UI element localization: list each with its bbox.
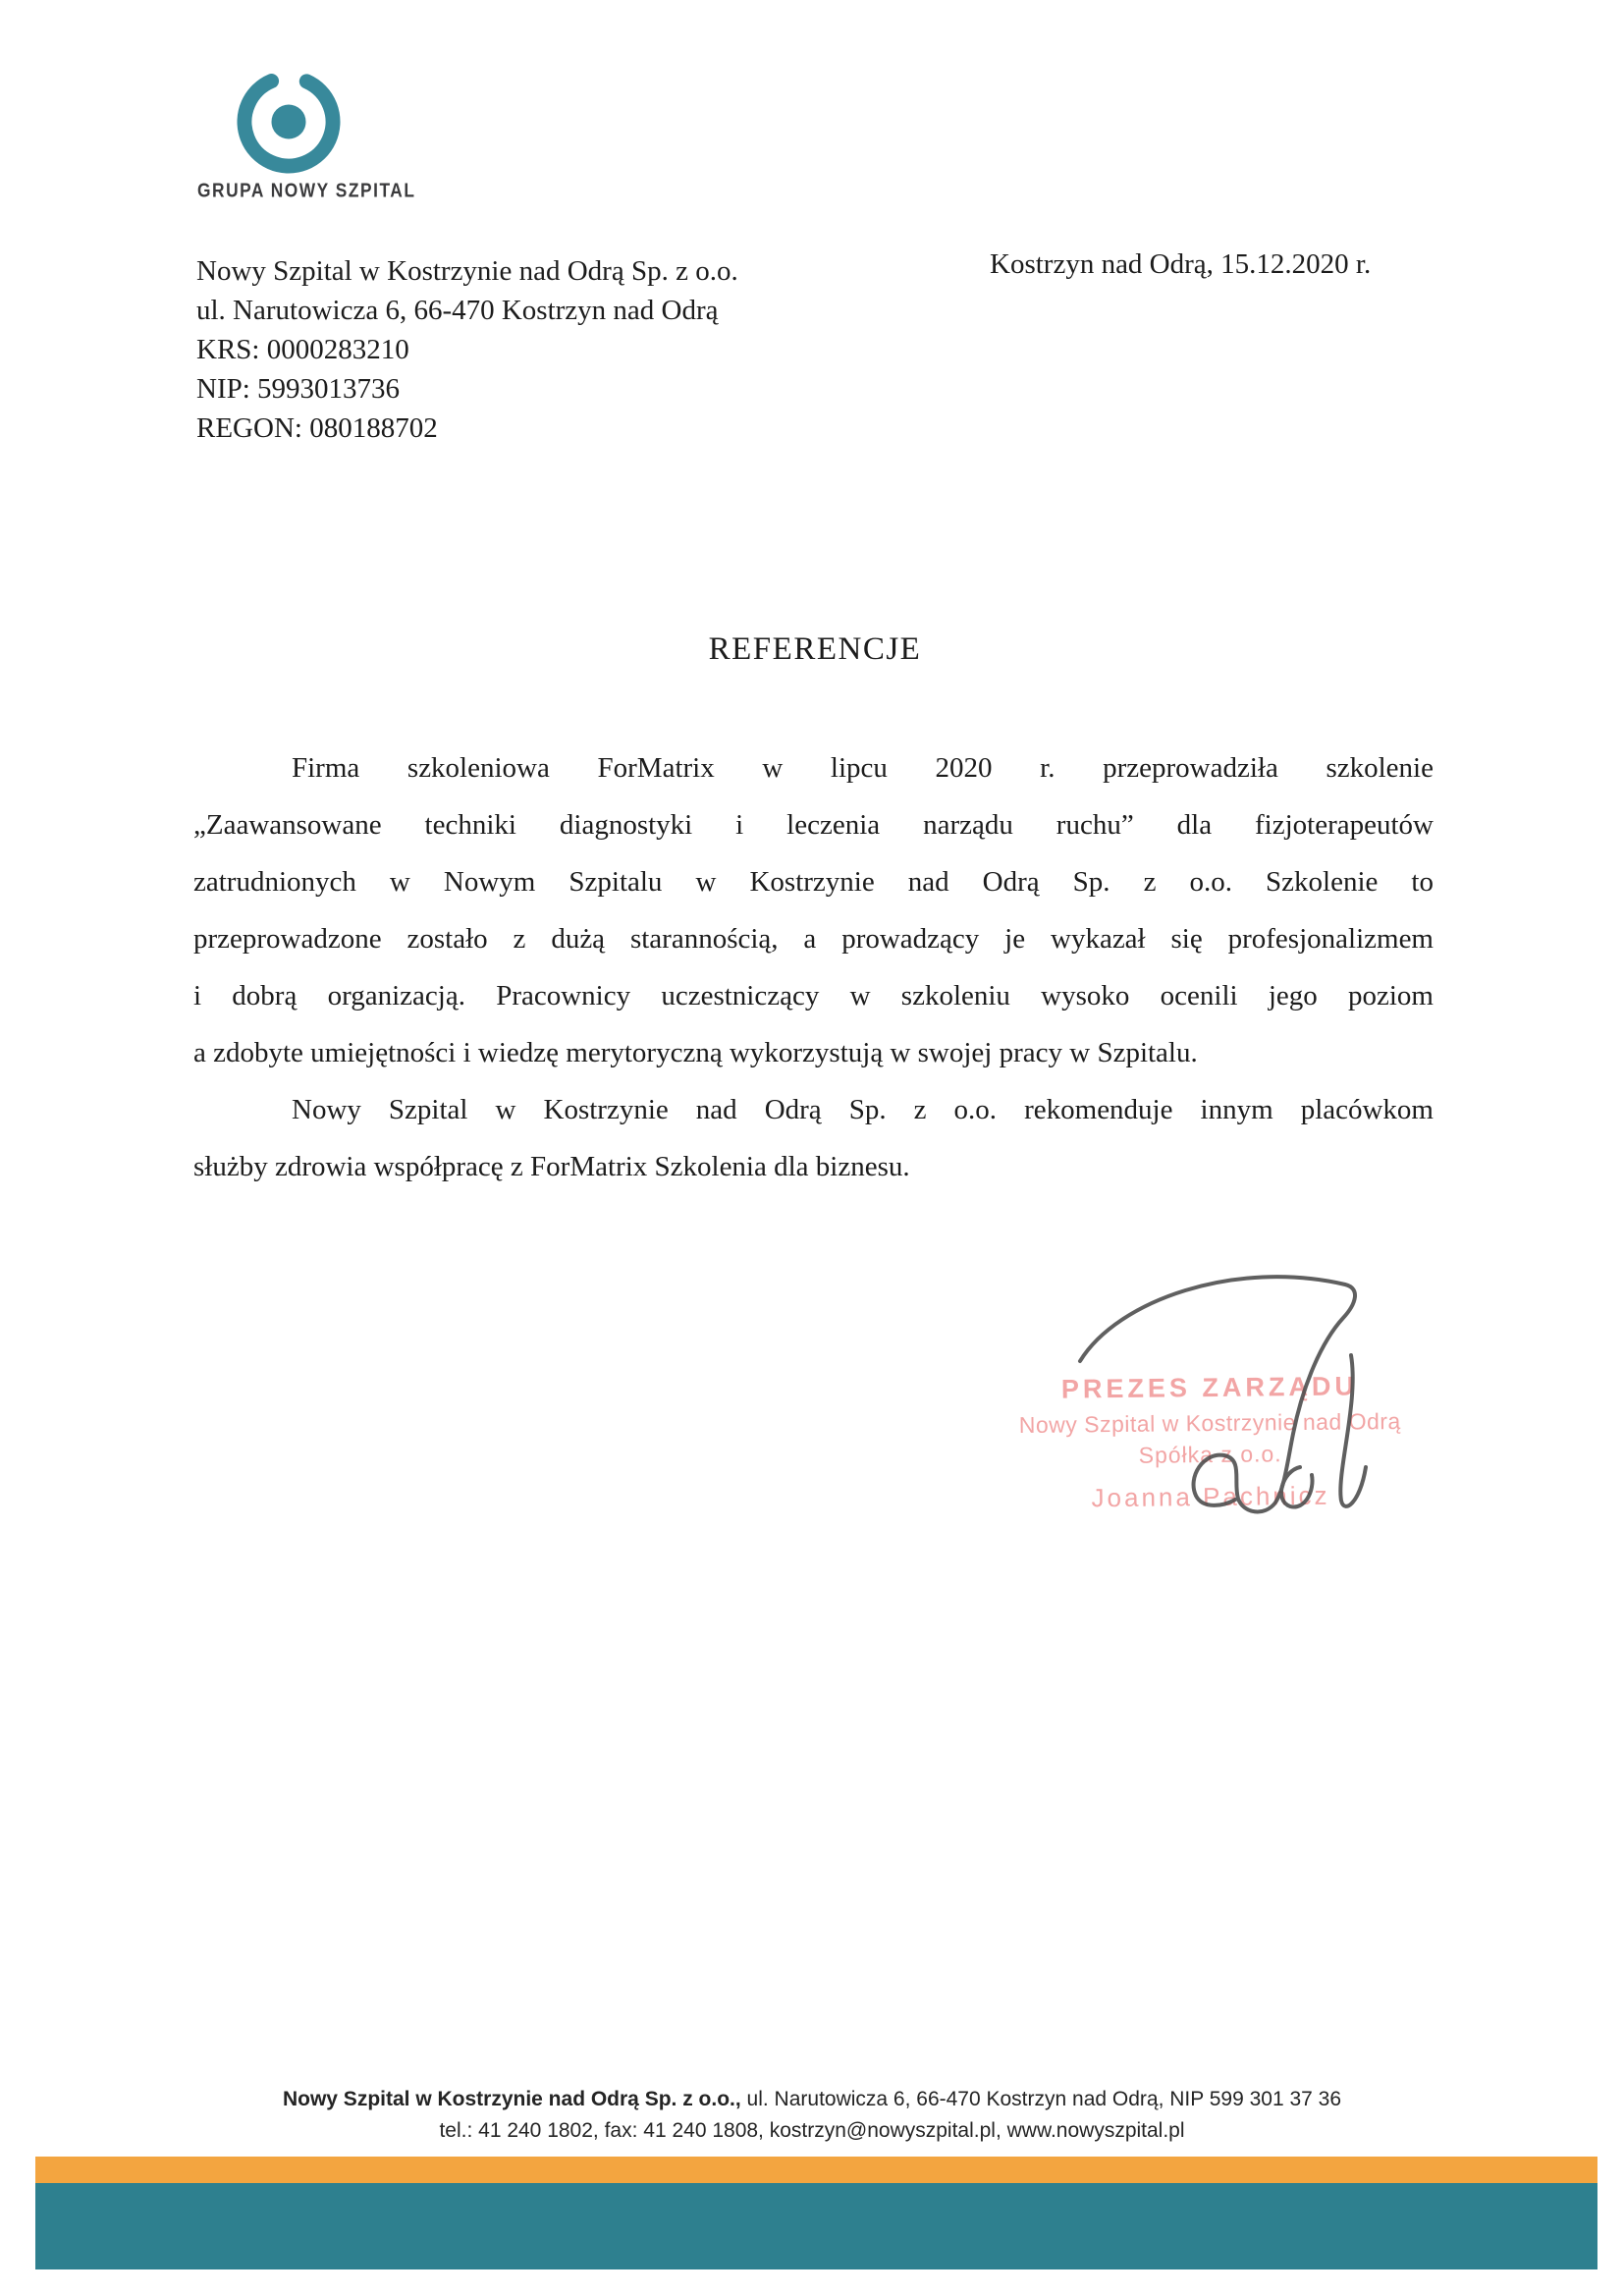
sender-krs: KRS: 0000283210 [196,334,409,365]
paragraph1-line: Firma szkoleniowa ForMatrix w lipcu 2020 r. przeprowadziła szkolenie [292,752,1434,784]
paragraph2-line: Nowy Szpital w Kostrzynie nad Odrą Sp. z o.o. rekomenduje innym placówkom [292,1094,1434,1125]
paragraph1-line: przeprowadzone zostało z dużą starannością, a prowadzący je wykazał się profesjonalizmem [193,923,1434,955]
sender-address: ul. Narutowicza 6, 66-470 Kostrzyn nad Odrą [196,295,719,326]
paragraph1-line: zatrudnionych w Nowym Szpitalu w Kostrzynie nad Odrą Sp. z o.o. Szkolenie to [193,866,1434,898]
footer-address-rest: ul. Narutowicza 6, 66-470 Kostrzyn nad Odrą, NIP 599 301 37 36 [740,2088,1342,2110]
footer-company-bold: Nowy Szpital w Kostrzynie nad Odrą Sp. z o.o., [282,2088,741,2110]
letter-body [193,739,1434,1195]
place-and-date: Kostrzyn nad Odrą, 15.12.2020 r. [990,248,1372,280]
footer-contact-line: tel.: 41 240 1802, fax: 41 240 1808, kostrzyn@nowyszpital.pl, www.nowyszpital.pl [439,2119,1185,2142]
document-title: REFERENCJE [708,631,922,667]
paragraph1-line: i dobrą organizacją. Pracownicy uczestniczący w szkoleniu wysoko ocenili jego poziom [193,980,1434,1011]
footer-address-line [0,2088,1624,2111]
paragraph1-line: a zdobyte umiejętności i wiedzę merytoryczną wykorzystują w swojej pracy w Szpitalu. [193,1037,1198,1068]
stamp-company: Nowy Szpital w Kostrzynie nad Odrą [1018,1407,1401,1439]
paragraph1-line: „Zaawansowane techniki diagnostyki i leczenia narządu ruchu” dla fizjoterapeutów [193,809,1434,841]
sender-nip: NIP: 5993013736 [196,373,401,405]
footer-band-orange [35,2157,1597,2183]
logo-wordmark: GRUPA NOWY SZPITAL [197,180,416,202]
handwritten-signature [1068,1265,1407,1545]
stamp-signer-name: Joanna Pachnicz [1091,1480,1330,1513]
grupa-nowy-szpital-logo-icon [235,68,343,176]
stamp-role: PREZES ZARZĄDU [1060,1371,1359,1404]
paragraph2-line: służby zdrowia współpracę z ForMatrix Szkolenia dla biznesu. [193,1151,910,1182]
sender-regon: REGON: 080188702 [196,412,438,444]
sender-company: Nowy Szpital w Kostrzynie nad Odrą Sp. z o.o. [196,255,738,287]
stamp-company-type: Spółka z o.o. [1138,1441,1282,1468]
footer-band-teal [35,2183,1597,2269]
sender-block [196,251,738,448]
